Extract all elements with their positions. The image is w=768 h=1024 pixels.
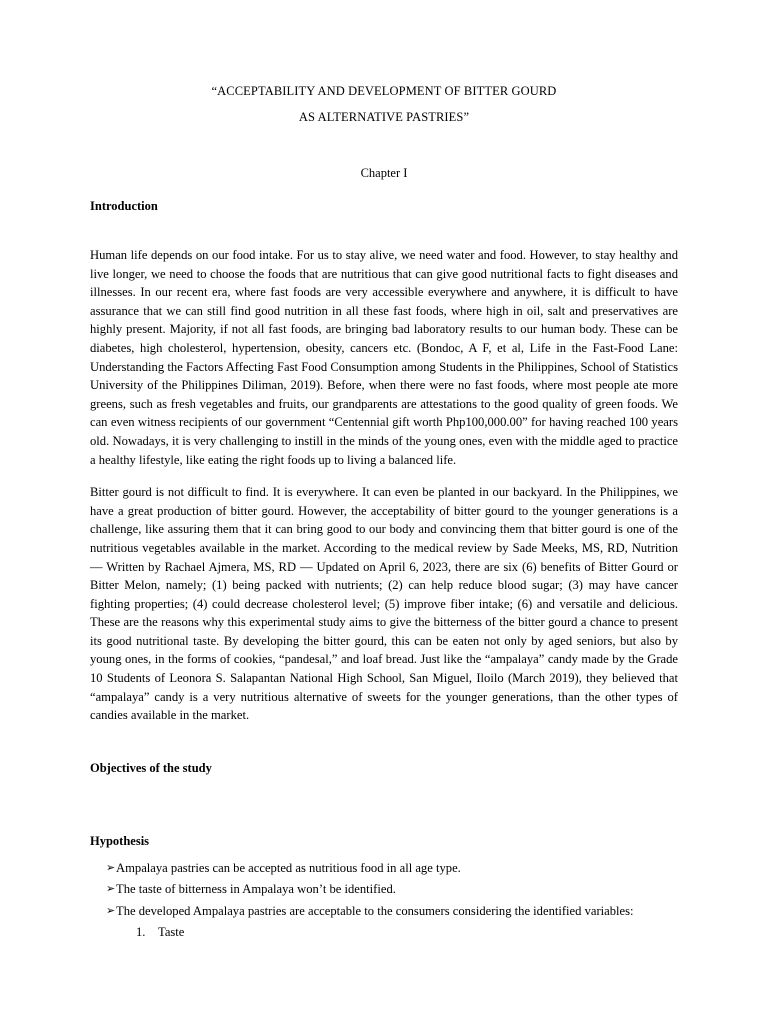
list-item <box>90 902 678 921</box>
hypothesis-heading: Hypothesis <box>90 833 150 848</box>
introduction-paragraph-1: Human life depends on our food intake. For us to stay alive, we need water and food. However, to stay healthy and live longer, we need to choose the foods that are nutritious that can give good nutritional facts to fight diseases and illnesses. In our recent era, where fast foods are very accessible everywhere and anywhere, it is difficult to have assurance that we can still find good nutrition in all these fast foods, where high in oil, salt and preservatives are highly present. Majority, if not all fast foods, are bringing bad laboratory results to our human body. These can be diabetes, high cholesterol, hypertension, obesity, cancers etc. (Bondoc, A F, et al, Life in the Fast-Food Lane: Understanding the Factors Affecting Fast Food Consumption among Students in the Philippines, School of Statistics University of the Philippines Diliman, 2019). Before, when there were no fast foods, where most people ate more greens, such as fresh vegetables and fruits, our grandparents are attestations to the good quality of green foods. We can even witness recipients of our government “Centennial gift worth Php100,000.00” for having reached 100 years old. Nowadays, it is very challenging to instill in the minds of the young ones, even with the middle aged to practice a healthy lifestyle, like eating the right foods up to living a balanced life. <box>90 248 678 467</box>
hypothesis-item-text: The taste of bitterness in Ampalaya won’t be identified. <box>116 882 396 897</box>
list-item <box>90 923 678 942</box>
objectives-heading: Objectives of the study <box>90 760 212 775</box>
variable-label: Taste <box>158 924 185 939</box>
arrow-bullet-icon: ➢ <box>106 904 116 918</box>
hypothesis-item-text: The developed Ampalaya pastries are acceptable to the consumers considering the identified variables: <box>116 904 634 919</box>
hypothesis-item-text: Ampalaya pastries can be accepted as nutritious food in all age type. <box>116 860 461 875</box>
title-line-1: “ACCEPTABILITY AND DEVELOPMENT OF BITTER GOURD <box>211 84 557 98</box>
title-line-2: AS ALTERNATIVE PASTRIES” <box>298 110 470 124</box>
document-title <box>90 78 678 130</box>
list-item <box>90 880 678 899</box>
introduction-heading: Introduction <box>90 199 158 213</box>
arrow-bullet-icon: ➢ <box>106 882 116 896</box>
list-item <box>90 859 678 878</box>
chapter-label: Chapter I <box>360 166 408 180</box>
introduction-paragraph-2: Bitter gourd is not difficult to find. It is everywhere. It can even be planted in our backyard. In the Philippines, we have a great production of bitter gourd. However, the acceptability of bitter gourd to the younger generations is a challenge, like assuring them that it can bring good to our body and convincing them that bitter gourd is one of the nutritious vegetables available in the market. According to the medical review by Sade Meeks, MS, RD, Nutrition — Written by Rachael Ajmera, MS, RD — Updated on April 6, 2023, there are six (6) benefits of Bitter Gourd or Bitter Melon, namely; (1) being packed with nutrients; (2) can help reduce blood sugar; (3) may have cancer fighting properties; (4) could decrease cholesterol level; (5) improve fiber intake; (6) and versatile and delicious. These are the reasons why this experimental study aims to give the bitterness of the bitter gourd a chance to present its good nutritional taste. By developing the bitter gourd, this can be eaten not only by aged seniors, but also by young ones, in the forms of cookies, “pandesal,” and loaf bread. Just like the “ampalaya” candy made by the Grade 10 Students of Leonora S. Salapantan National High School, San Miguel, Iloilo (March 2019), they believed that “ampalaya” candy is a very nutritious alternative of sweets for the younger generations, than the other types of candies available in the market. <box>90 485 678 723</box>
hypothesis-list <box>90 859 678 921</box>
variable-number: 1. <box>136 924 146 939</box>
arrow-bullet-icon: ➢ <box>106 860 116 874</box>
variables-list <box>90 923 678 942</box>
